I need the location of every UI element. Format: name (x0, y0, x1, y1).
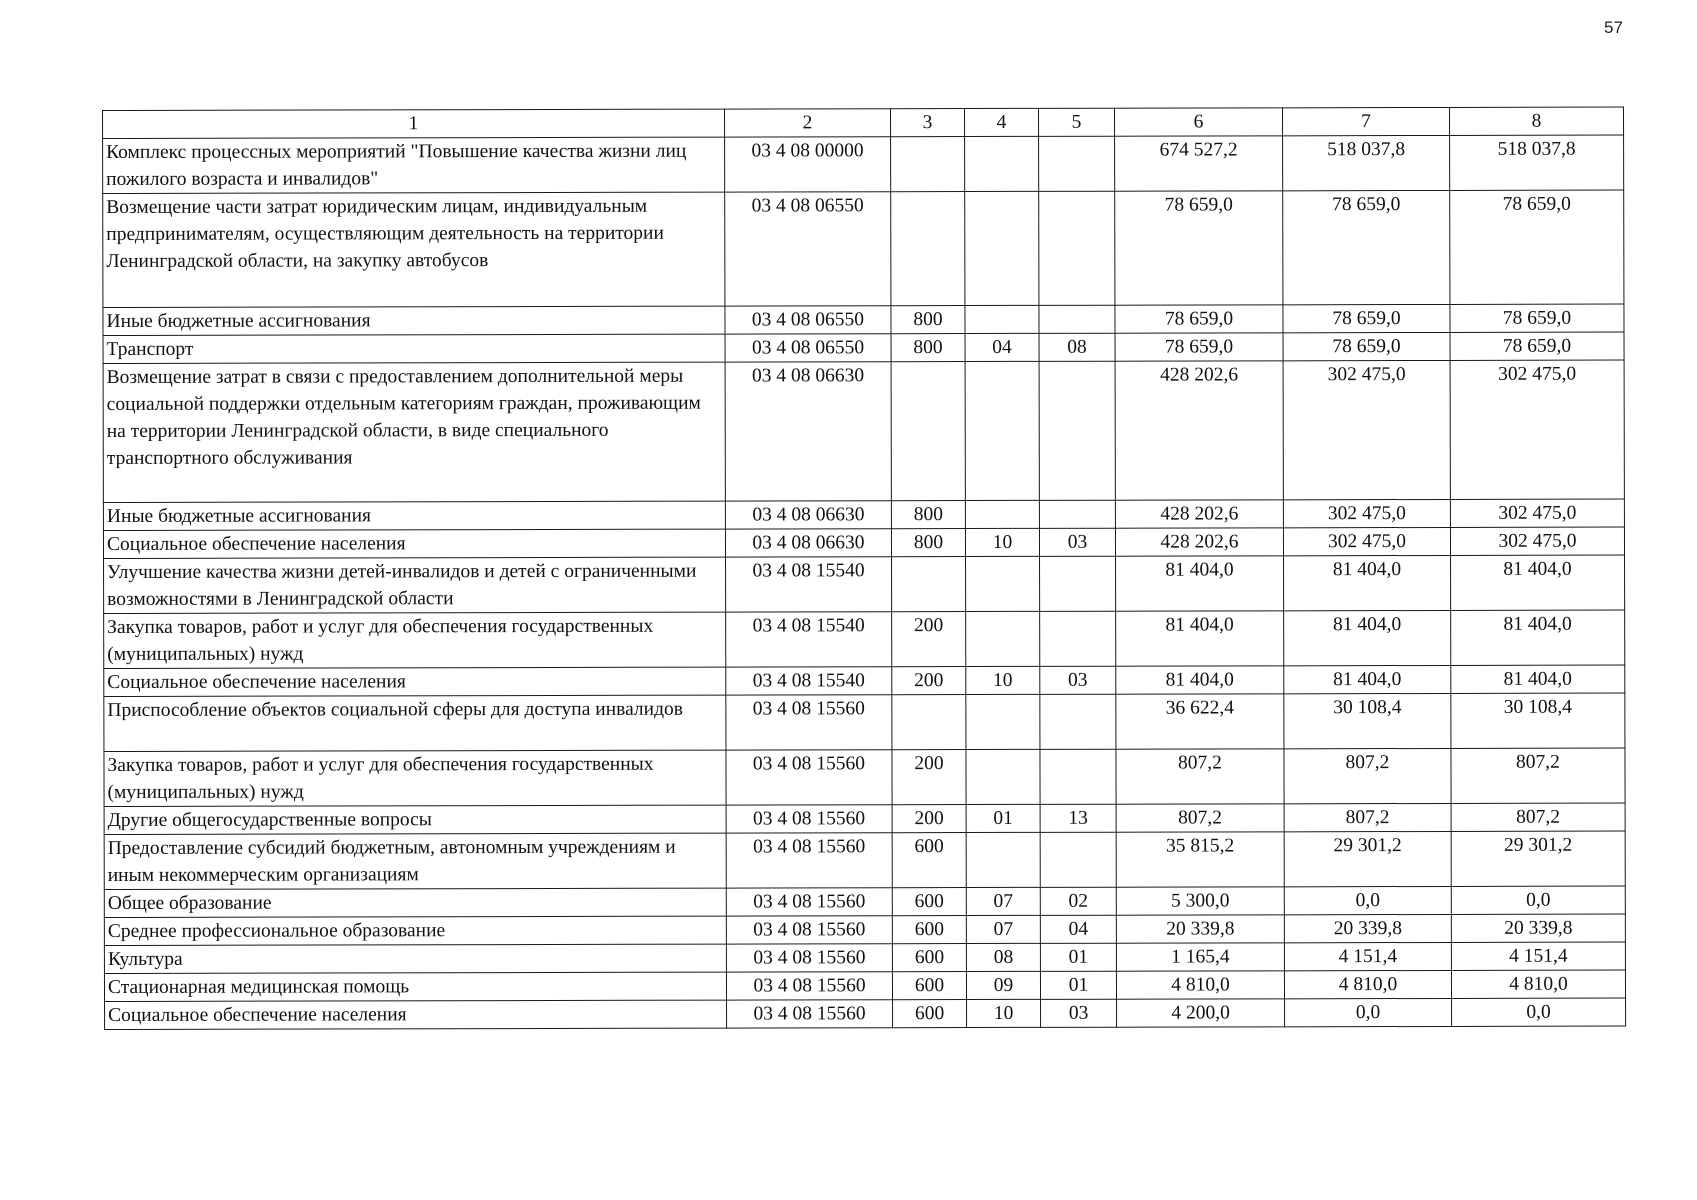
row-amount-col8-cell: 20 339,8 (1451, 914, 1625, 942)
row-expense-type-cell (891, 137, 965, 192)
row-amount-col8-cell: 302 475,0 (1450, 360, 1624, 499)
row-amount-col7-cell: 807,2 (1284, 748, 1451, 803)
row-subsection-cell (1039, 136, 1115, 191)
row-amount-col8-cell: 29 301,2 (1451, 831, 1625, 886)
row-subsection-cell: 03 (1041, 999, 1117, 1027)
table-row (105, 998, 1626, 1029)
row-amount-col6-cell: 674 527,2 (1115, 136, 1283, 191)
row-name-cell: Улучшение качества жизни детей-инвалидов и детей с ограниченными возможностями в Ленинградской области (104, 557, 726, 613)
row-name-cell: Закупка товаров, работ и услуг для обеспечения государственных (муниципальных) нужд (104, 612, 726, 668)
table-row (104, 748, 1625, 806)
row-expense-type-cell: 600 (892, 972, 966, 1000)
row-subsection-cell: 02 (1040, 887, 1116, 915)
row-name-cell: Приспособление объектов социальной сферы для доступа инвалидов (104, 695, 726, 751)
row-subsection-cell (1039, 500, 1115, 528)
row-section-cell (965, 361, 1039, 500)
row-code-cell: 03 4 08 15540 (726, 612, 892, 667)
row-amount-col6-cell: 807,2 (1116, 749, 1284, 804)
row-name-cell: Иные бюджетные ассигнования (103, 501, 725, 530)
row-expense-type-cell: 200 (892, 612, 966, 667)
table-row (103, 360, 1624, 502)
header-cell-6: 6 (1114, 108, 1282, 136)
table-row (104, 610, 1625, 668)
row-amount-col6-cell: 78 659,0 (1115, 191, 1283, 305)
row-section-cell: 01 (966, 804, 1040, 832)
row-amount-col6-cell: 35 815,2 (1116, 832, 1284, 887)
row-amount-col6-cell: 428 202,6 (1115, 500, 1283, 528)
row-amount-col8-cell: 4 810,0 (1451, 970, 1625, 998)
row-amount-col8-cell: 78 659,0 (1450, 332, 1624, 360)
row-amount-col7-cell: 30 108,4 (1284, 693, 1451, 748)
row-code-cell: 03 4 08 00000 (725, 137, 891, 192)
row-code-cell: 03 4 08 06630 (725, 529, 891, 557)
table-row (104, 555, 1625, 613)
table-row (104, 914, 1625, 945)
header-cell-7: 7 (1282, 107, 1449, 135)
table-row (104, 693, 1625, 751)
row-name-cell: Иные бюджетные ассигнования (103, 306, 725, 335)
row-amount-col6-cell: 5 300,0 (1116, 887, 1284, 915)
row-code-cell: 03 4 08 15560 (727, 1000, 893, 1028)
row-name-cell: Среднее профессиональное образование (104, 916, 726, 945)
row-section-cell: 07 (966, 915, 1040, 943)
row-amount-col7-cell: 78 659,0 (1283, 304, 1450, 332)
table-header-row (103, 107, 1624, 138)
row-amount-col6-cell: 807,2 (1116, 804, 1284, 832)
row-amount-col7-cell: 302 475,0 (1283, 527, 1450, 555)
row-amount-col7-cell: 0,0 (1285, 998, 1452, 1026)
row-amount-col7-cell: 4 810,0 (1284, 970, 1451, 998)
row-amount-col6-cell: 78 659,0 (1115, 333, 1283, 361)
row-section-cell: 09 (966, 971, 1040, 999)
row-amount-col6-cell: 81 404,0 (1116, 611, 1284, 666)
header-cell-1: 1 (103, 109, 725, 138)
header-cell-8: 8 (1449, 107, 1623, 135)
row-amount-col7-cell: 81 404,0 (1284, 555, 1451, 610)
table-row (103, 499, 1624, 530)
table-body (103, 107, 1626, 1029)
table-row (104, 831, 1625, 889)
row-code-cell: 03 4 08 06630 (725, 362, 891, 501)
row-subsection-cell (1040, 749, 1116, 804)
row-amount-col8-cell: 518 037,8 (1450, 135, 1624, 190)
row-name-cell: Социальное обеспечение населения (104, 667, 726, 696)
row-code-cell: 03 4 08 15560 (726, 972, 892, 1000)
row-code-cell: 03 4 08 15540 (726, 667, 892, 695)
row-subsection-cell (1040, 832, 1116, 887)
row-expense-type-cell: 200 (892, 805, 966, 833)
table-row (104, 665, 1625, 696)
row-amount-col8-cell: 807,2 (1451, 748, 1625, 803)
row-code-cell: 03 4 08 06630 (725, 501, 891, 529)
row-code-cell: 03 4 08 15560 (726, 805, 892, 833)
header-cell-5: 5 (1038, 108, 1114, 136)
row-code-cell: 03 4 08 06550 (725, 334, 891, 362)
row-amount-col8-cell: 30 108,4 (1451, 693, 1625, 748)
row-code-cell: 03 4 08 06550 (725, 306, 891, 334)
row-code-cell: 03 4 08 15560 (726, 750, 892, 805)
row-subsection-cell: 03 (1039, 528, 1115, 556)
row-expense-type-cell: 800 (891, 334, 965, 362)
row-amount-col6-cell: 1 165,4 (1116, 943, 1284, 971)
row-amount-col7-cell: 807,2 (1284, 803, 1451, 831)
row-amount-col8-cell: 302 475,0 (1450, 499, 1624, 527)
row-amount-col7-cell: 518 037,8 (1283, 135, 1450, 190)
table-row (103, 190, 1624, 307)
row-subsection-cell: 08 (1039, 333, 1115, 361)
row-expense-type-cell: 600 (892, 944, 966, 972)
row-amount-col7-cell: 20 339,8 (1284, 914, 1451, 942)
row-amount-col6-cell: 81 404,0 (1116, 556, 1284, 611)
row-expense-type-cell: 600 (893, 1000, 967, 1028)
row-subsection-cell: 13 (1040, 804, 1116, 832)
row-expense-type-cell: 800 (891, 529, 965, 557)
header-cell-4: 4 (964, 108, 1038, 136)
row-amount-col8-cell: 81 404,0 (1451, 665, 1625, 693)
row-code-cell: 03 4 08 15560 (726, 833, 892, 888)
row-section-cell: 04 (965, 333, 1039, 361)
row-section-cell (966, 556, 1040, 611)
row-subsection-cell: 03 (1040, 666, 1116, 694)
row-section-cell (965, 500, 1039, 528)
table-row (104, 942, 1625, 973)
row-amount-col7-cell: 78 659,0 (1283, 190, 1450, 304)
row-subsection-cell (1039, 361, 1115, 500)
row-expense-type-cell: 600 (892, 888, 966, 916)
row-name-cell: Закупка товаров, работ и услуг для обеспечения государственных (муниципальных) нужд (104, 750, 726, 806)
row-amount-col8-cell: 302 475,0 (1450, 527, 1624, 555)
row-expense-type-cell (891, 192, 965, 306)
row-subsection-cell (1040, 694, 1116, 749)
row-amount-col7-cell: 4 151,4 (1284, 942, 1451, 970)
row-code-cell: 03 4 08 15560 (726, 916, 892, 944)
row-subsection-cell: 04 (1040, 915, 1116, 943)
row-amount-col7-cell: 0,0 (1284, 886, 1451, 914)
table-row (104, 886, 1625, 917)
row-section-cell (966, 611, 1040, 666)
row-amount-col6-cell: 78 659,0 (1115, 305, 1283, 333)
row-amount-col7-cell: 302 475,0 (1283, 360, 1450, 499)
row-subsection-cell: 01 (1040, 943, 1116, 971)
row-section-cell (965, 305, 1039, 333)
row-name-cell: Возмещение затрат в связи с предоставлением дополнительной меры социальной поддержки отдельным категориям граждан, проживающим на территории Ленинградской области, в виде специального транспортного обслуживания (103, 362, 725, 502)
row-name-cell: Предоставление субсидий бюджетным, автономным учреждениям и иным некоммерческим организациям (104, 833, 726, 889)
row-amount-col8-cell: 807,2 (1451, 803, 1625, 831)
row-section-cell: 10 (966, 666, 1040, 694)
row-expense-type-cell (892, 557, 966, 612)
row-expense-type-cell (892, 695, 966, 750)
row-amount-col6-cell: 36 622,4 (1116, 694, 1284, 749)
row-subsection-cell (1039, 191, 1115, 305)
row-amount-col7-cell: 81 404,0 (1284, 610, 1451, 665)
row-section-cell (966, 694, 1040, 749)
row-expense-type-cell: 800 (891, 501, 965, 529)
row-amount-col6-cell: 81 404,0 (1116, 666, 1284, 694)
row-code-cell: 03 4 08 06550 (725, 192, 891, 306)
row-amount-col6-cell: 4 810,0 (1116, 971, 1284, 999)
row-amount-col8-cell: 81 404,0 (1451, 610, 1625, 665)
table-row (104, 803, 1625, 834)
row-section-cell (966, 832, 1040, 887)
row-section-cell: 08 (966, 943, 1040, 971)
row-amount-col7-cell: 29 301,2 (1284, 831, 1451, 886)
row-expense-type-cell: 800 (891, 306, 965, 334)
row-amount-col8-cell: 4 151,4 (1451, 942, 1625, 970)
row-name-cell: Другие общегосударственные вопросы (104, 805, 726, 834)
row-name-cell: Стационарная медицинская помощь (104, 972, 726, 1001)
table-row (103, 332, 1624, 363)
row-expense-type-cell: 200 (892, 750, 966, 805)
row-name-cell: Общее образование (104, 888, 726, 917)
row-code-cell: 03 4 08 15560 (726, 888, 892, 916)
row-subsection-cell (1040, 611, 1116, 666)
row-amount-col8-cell: 81 404,0 (1451, 555, 1625, 610)
row-section-cell: 07 (966, 887, 1040, 915)
row-section-cell (965, 191, 1039, 305)
table-row (103, 527, 1624, 558)
row-subsection-cell (1039, 305, 1115, 333)
row-expense-type-cell (891, 362, 965, 501)
row-subsection-cell: 01 (1040, 971, 1116, 999)
row-code-cell: 03 4 08 15540 (726, 557, 892, 612)
row-amount-col7-cell: 302 475,0 (1283, 499, 1450, 527)
row-section-cell: 10 (965, 528, 1039, 556)
row-amount-col6-cell: 428 202,6 (1115, 528, 1283, 556)
row-name-cell: Социальное обеспечение населения (103, 529, 725, 558)
row-expense-type-cell: 600 (892, 833, 966, 888)
row-section-cell: 10 (967, 999, 1041, 1027)
budget-table (102, 107, 1626, 1030)
row-subsection-cell (1040, 556, 1116, 611)
row-amount-col8-cell: 0,0 (1451, 886, 1625, 914)
row-amount-col6-cell: 4 200,0 (1117, 999, 1285, 1027)
table-row (103, 135, 1624, 193)
row-code-cell: 03 4 08 15560 (726, 695, 892, 750)
row-section-cell (965, 136, 1039, 191)
row-section-cell (966, 749, 1040, 804)
budget-sheet (102, 107, 1626, 1030)
row-name-cell: Транспорт (103, 334, 725, 363)
row-name-cell: Возмещение части затрат юридическим лицам, индивидуальным предпринимателям, осуществляющим деятельность на территории Ленинградской области, на закупку автобусов (103, 192, 725, 307)
row-code-cell: 03 4 08 15560 (726, 944, 892, 972)
row-amount-col8-cell: 78 659,0 (1450, 190, 1624, 304)
header-cell-2: 2 (724, 109, 890, 137)
row-expense-type-cell: 200 (892, 667, 966, 695)
row-name-cell: Социальное обеспечение населения (105, 1000, 727, 1029)
row-amount-col7-cell: 81 404,0 (1284, 665, 1451, 693)
page-number: 57 (1604, 18, 1623, 37)
row-name-cell: Комплекс процессных мероприятий "Повышение качества жизни лиц пожилого возраста и инвалидов" (103, 137, 725, 193)
table-row (103, 304, 1624, 335)
row-expense-type-cell: 600 (892, 916, 966, 944)
row-name-cell: Культура (104, 944, 726, 973)
row-amount-col8-cell: 78 659,0 (1450, 304, 1624, 332)
header-cell-3: 3 (890, 109, 964, 137)
table-row (104, 970, 1625, 1001)
row-amount-col6-cell: 20 339,8 (1116, 915, 1284, 943)
row-amount-col8-cell: 0,0 (1452, 998, 1626, 1026)
row-amount-col6-cell: 428 202,6 (1115, 361, 1283, 500)
row-amount-col7-cell: 78 659,0 (1283, 332, 1450, 360)
